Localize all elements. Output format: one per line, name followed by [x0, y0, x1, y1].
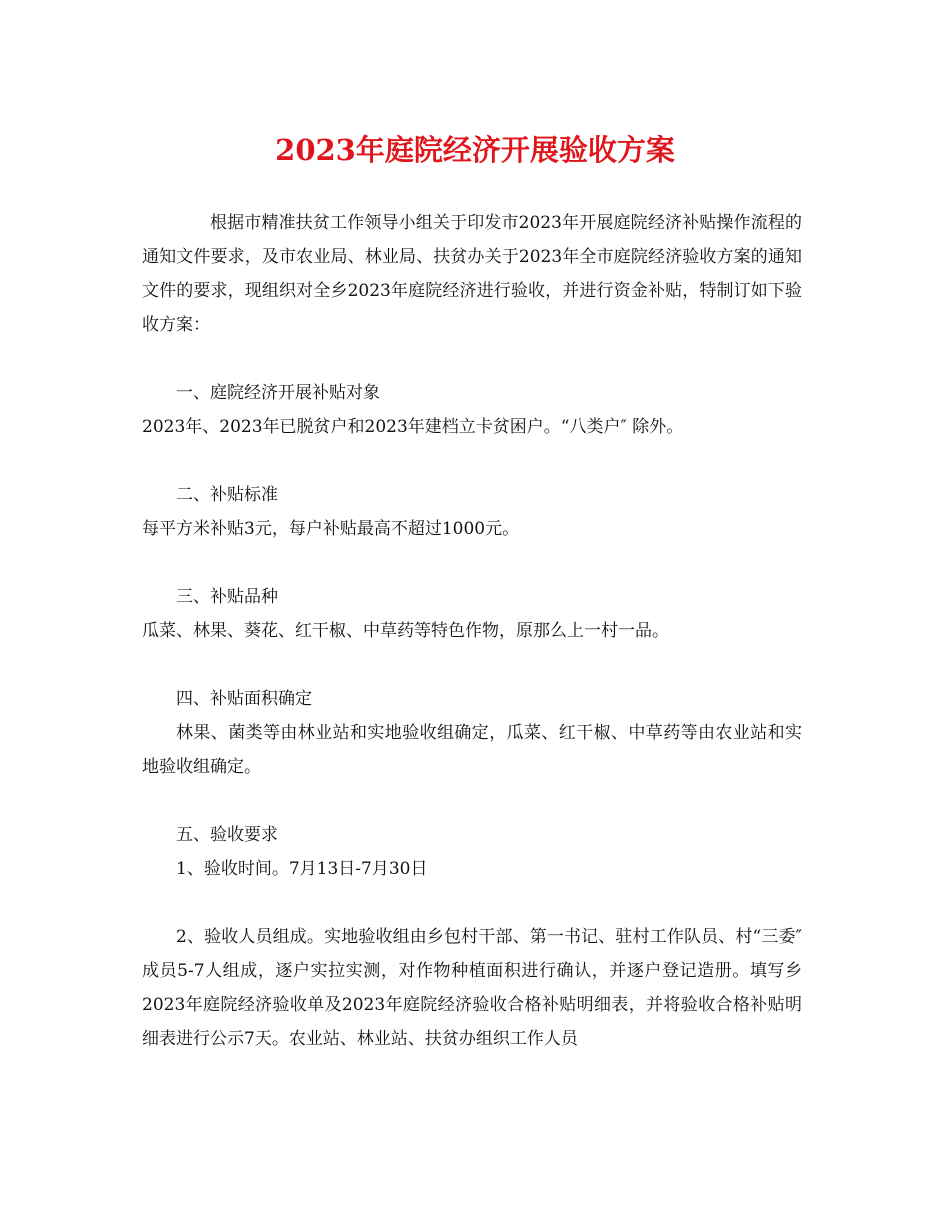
- document-body: [142, 206, 802, 1056]
- section-heading-4: 四、补贴面积确定: [176, 689, 312, 709]
- document-title: 2023年庭院经济开展验收方案: [275, 133, 675, 167]
- spacer: [142, 546, 802, 580]
- section-text-3: 瓜菜、林果、葵花、红干椒、中草药等特色作物，原那么上一村一品。: [142, 621, 669, 641]
- section-text-2: 每平方米补贴3元，每户补贴最高不超过1000元。: [142, 519, 520, 539]
- section-heading-2: 二、补贴标准: [176, 485, 278, 505]
- spacer: [142, 886, 802, 920]
- section-heading-5: 五、验收要求: [176, 825, 278, 845]
- section-heading-3: 三、补贴品种: [176, 587, 278, 607]
- section-text-1: 2023年、2023年已脱贫户和2023年建档立卡贫困户。“八类户″ 除外。: [142, 417, 684, 437]
- intro-paragraph: 根据市精准扶贫工作领导小组关于印发市2023年开展庭院经济补贴操作流程的通知文件要求，及市农业局、林业局、扶贫办关于2023年全市庭院经济验收方案的通知文件的要求，现组织对全乡2023年庭院经济进行验收，并进行资金补贴，特制订如下验收方案：: [142, 213, 802, 335]
- spacer: [142, 342, 802, 376]
- section-text-4: 林果、菌类等由林业站和实地验收组确定，瓜菜、红干椒、中草药等由农业站和实地验收组确定。: [142, 723, 802, 777]
- spacer: [142, 784, 802, 818]
- section-heading-1: 一、庭院经济开展补贴对象: [176, 383, 380, 403]
- section-text-5: 1、验收时间。7月13日-7月30日: [176, 859, 428, 879]
- spacer: [142, 444, 802, 478]
- spacer: [142, 648, 802, 682]
- item-2-paragraph: 2、验收人员组成。实地验收组由乡包村干部、第一书记、驻村工作队员、村“三委″ 成员5-7人组成，逐户实拉实测，对作物种植面积进行确认，并逐户登记造册。填写乡2023年庭院经济验收单及2023年庭院经济验收合格补贴明细表，并将验收合格补贴明细表进行公示7天。农业站、林业站、扶贫办组织工作人员: [142, 927, 802, 1049]
